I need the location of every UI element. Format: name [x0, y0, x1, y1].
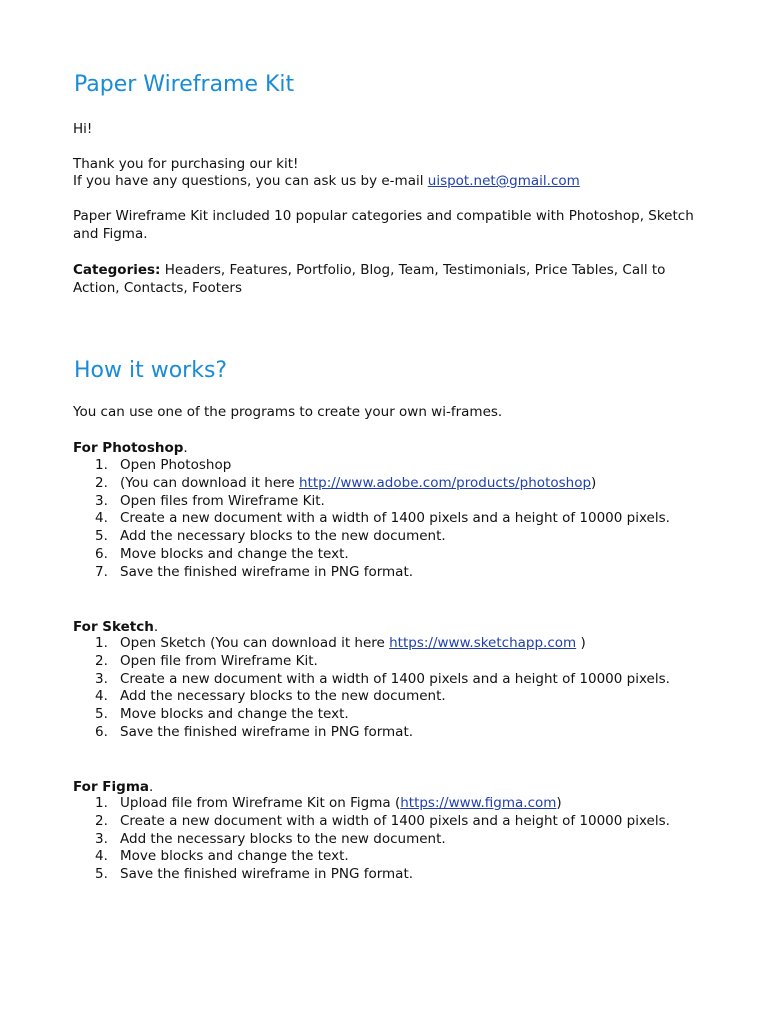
- step-link[interactable]: https://www.figma.com: [400, 795, 557, 811]
- page-title: Paper Wireframe Kit: [74, 72, 295, 97]
- step-number: 6.: [95, 723, 108, 740]
- step-text: Create a new document with a width of 1400 pixels and a height of 10000 pixels.: [120, 812, 670, 829]
- sketch-steps-list: [73, 635, 720, 742]
- figma-steps-list: [73, 795, 720, 884]
- step-text: Create a new document with a width of 1400 pixels and a height of 10000 pixels.: [120, 670, 670, 687]
- photoshop-heading-label: For Photoshop: [73, 440, 184, 456]
- step-text: (You can download it here: [120, 474, 299, 491]
- figma-step-4: [73, 848, 720, 866]
- step-number: 1.: [95, 795, 108, 811]
- step-text: Save the finished wireframe in PNG format.: [120, 866, 414, 883]
- step-text: Save the finished wireframe in PNG format.: [120, 723, 414, 740]
- step-text: Upload file from Wireframe Kit on Figma (: [120, 795, 401, 811]
- figma-step-3: [73, 831, 720, 849]
- step-text: Open file from Wireframe Kit.: [120, 652, 318, 669]
- step-text: Open Photoshop: [120, 457, 232, 473]
- step-number: 1.: [95, 457, 108, 473]
- step-link[interactable]: https://www.sketchapp.com: [389, 635, 577, 651]
- sketch-heading: For Sketch.: [73, 619, 159, 635]
- photoshop-step-3: [73, 493, 720, 511]
- figma-step-2: [73, 813, 720, 831]
- step-text-suffix: ): [576, 635, 586, 651]
- photoshop-step-4: [73, 510, 720, 528]
- step-text: Add the necessary blocks to the new document.: [120, 830, 446, 847]
- figma-heading: For Figma.: [73, 779, 154, 795]
- step-number: 4.: [95, 510, 108, 527]
- step-text: Move blocks and change the text.: [120, 848, 349, 865]
- sketch-step-1: [73, 635, 720, 653]
- greeting: Hi!: [73, 121, 93, 137]
- sketch-heading-label: For Sketch: [73, 619, 154, 635]
- step-number: 2.: [95, 812, 108, 829]
- step-number: 2.: [95, 652, 108, 669]
- categories-label: Categories:: [73, 262, 161, 278]
- step-number: 3.: [95, 670, 108, 687]
- photoshop-step-7: [73, 564, 720, 582]
- step-text: Add the necessary blocks to the new document.: [120, 688, 446, 705]
- photoshop-step-1: [73, 457, 720, 475]
- step-text: Open files from Wireframe Kit.: [120, 492, 325, 509]
- email-link[interactable]: uispot.net@gmail.com: [427, 173, 580, 189]
- photoshop-step-2: [73, 475, 720, 493]
- categories-paragraph: [73, 261, 713, 297]
- intro-text: Paper Wireframe Kit included 10 popular categories and compatible with Photoshop, Sketch and Figma.: [73, 208, 694, 242]
- step-text: Add the necessary blocks to the new document.: [120, 528, 446, 545]
- step-number: 4.: [95, 848, 108, 865]
- step-link[interactable]: http://www.adobe.com/products/photoshop: [299, 474, 592, 491]
- photoshop-steps-list: [73, 457, 720, 582]
- step-number: 5.: [95, 706, 108, 723]
- step-text-suffix: ): [591, 474, 597, 491]
- step-number: 5.: [95, 866, 108, 883]
- step-number: 6.: [95, 545, 108, 562]
- step-number: 5.: [95, 528, 108, 545]
- step-text-suffix: ): [556, 795, 562, 811]
- step-number: 1.: [95, 635, 108, 651]
- questions-text: If you have any questions, you can ask us by e-mail: [73, 173, 428, 189]
- sketch-step-4: [73, 688, 720, 706]
- photoshop-step-6: [73, 546, 720, 564]
- sketch-step-6: [73, 724, 720, 742]
- sketch-step-2: [73, 653, 720, 671]
- photoshop-heading: For Photoshop.: [73, 440, 188, 456]
- step-number: 4.: [95, 688, 108, 705]
- figma-step-1: [73, 795, 720, 813]
- figma-heading-label: For Figma: [73, 779, 149, 795]
- step-text: Create a new document with a width of 1400 pixels and a height of 10000 pixels.: [120, 510, 670, 527]
- figma-step-5: [73, 866, 720, 884]
- step-text: Move blocks and change the text.: [120, 706, 349, 723]
- sketch-step-3: [73, 671, 720, 689]
- thanks-text: Thank you for purchasing our kit!: [73, 156, 299, 172]
- step-number: 7.: [95, 563, 108, 580]
- step-text: Open Sketch (You can download it here: [120, 635, 390, 651]
- step-text: Save the finished wireframe in PNG format.: [120, 563, 414, 580]
- step-number: 3.: [95, 492, 108, 509]
- photoshop-step-5: [73, 528, 720, 546]
- how-intro-text: You can use one of the programs to create your own wi-frames.: [73, 404, 503, 420]
- sketch-step-5: [73, 706, 720, 724]
- questions-line: [73, 172, 580, 190]
- step-number: 3.: [95, 830, 108, 847]
- step-number: 2.: [95, 474, 108, 491]
- how-it-works-title: How it works?: [74, 358, 228, 383]
- categories-text: Headers, Features, Portfolio, Blog, Team, Testimonials, Price Tables, Call to Action, Contacts, Footers: [73, 262, 666, 296]
- step-text: Move blocks and change the text.: [120, 545, 349, 562]
